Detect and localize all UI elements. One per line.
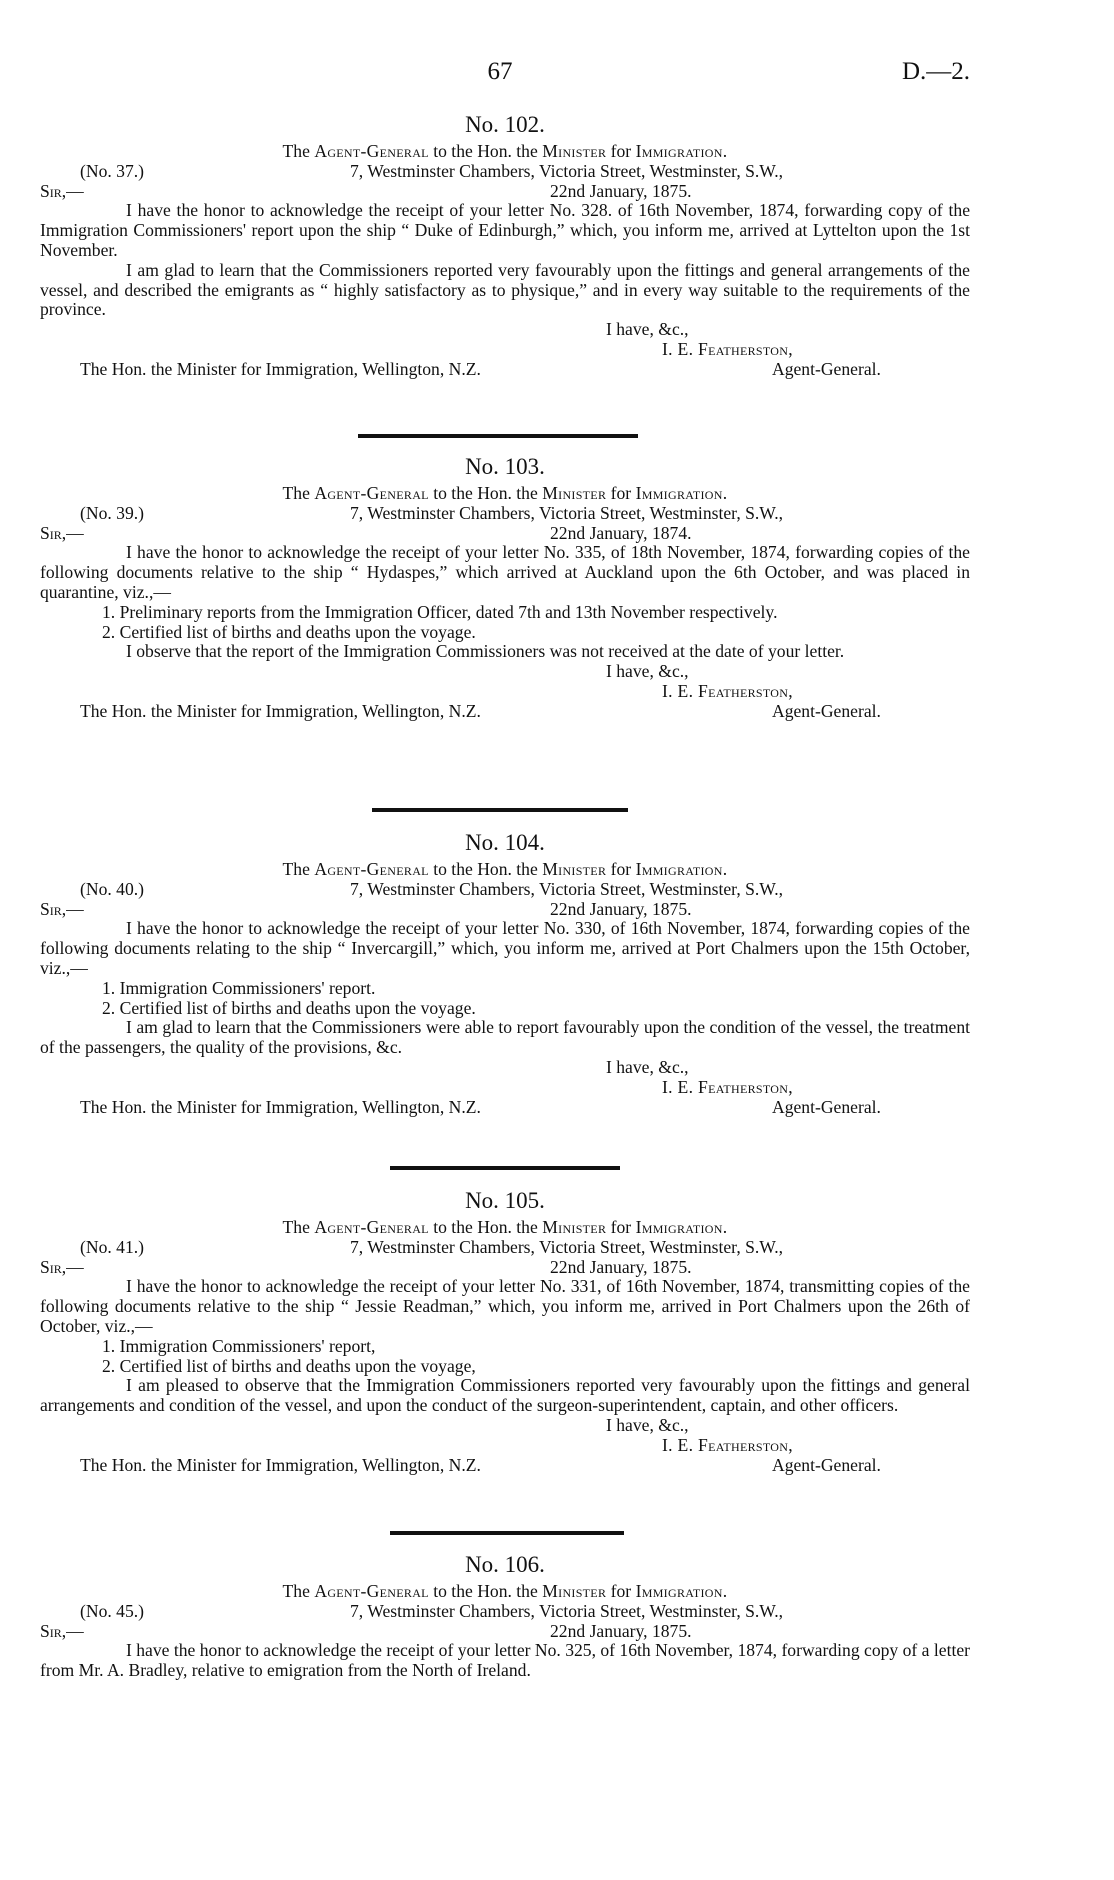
closing-row <box>40 320 970 340</box>
recipient-row <box>40 1098 970 1119</box>
salutation-date-row <box>40 900 970 920</box>
reference-number: (No. 41.) <box>80 1236 145 1257</box>
salutation: Sir,— <box>40 898 84 919</box>
signer: I. E. Featherston, <box>662 338 793 359</box>
signer: I. E. Featherston, <box>662 680 793 701</box>
closing-row <box>40 1058 970 1078</box>
letter-105 <box>40 1188 970 1477</box>
recipient-row <box>40 702 970 723</box>
to-title: Minister <box>542 483 607 503</box>
signer-role: Agent-General. <box>772 358 881 379</box>
letter-date: 22nd January, 1875. <box>550 1620 692 1641</box>
for-text: for <box>610 859 632 879</box>
section-divider <box>390 1166 620 1170</box>
letter-number: No. 104. <box>465 830 545 855</box>
letter-paragraph: I have the honor to acknowledge the receipt of your letter No. 330, of 16th November, 1874, forwarding copies of the following documents relating to the ship “ Invercargill,” which, you inform me, arrived at Port Chalmers upon the 15th October, viz.,— <box>40 918 970 978</box>
closing: I have, &c., <box>606 661 689 682</box>
signer-row <box>40 1436 970 1456</box>
signer: I. E. Featherston, <box>662 1434 793 1455</box>
to-text: to the Hon. the <box>433 859 538 879</box>
recipient-row <box>40 360 970 381</box>
for-text: for <box>610 1217 632 1237</box>
closing-row <box>40 1416 970 1436</box>
closing: I have, &c., <box>606 319 689 340</box>
salutation: Sir,— <box>40 1620 84 1641</box>
letter-paragraph: I am pleased to observe that the Immigration Commissioners reported very favourably upon the fittings and general arrangements and condition of the vessel, and upon the conduct of the surgeon-superintendent, captain, and other officers. <box>40 1375 970 1416</box>
from-title: Agent-General <box>314 859 429 879</box>
list-item: 2. Certified list of births and deaths upon the voyage. <box>102 997 476 1018</box>
from-prefix: The <box>282 483 310 503</box>
letter-number: No. 105. <box>465 1188 545 1213</box>
from-title: Agent-General <box>314 141 429 161</box>
closing-row <box>40 662 970 682</box>
letter-paragraph: I am glad to learn that the Commissioners were able to report favourably upon the condition of the vessel, the treatment of the passengers, the quality of the provisions, &c. <box>40 1017 970 1058</box>
letter-from-to <box>40 484 970 504</box>
salutation: Sir,— <box>40 180 84 201</box>
page-number: 67 <box>487 58 513 85</box>
to-title: Minister <box>542 1581 607 1601</box>
list-item: 2. Certified list of births and deaths upon the voyage. <box>102 621 476 642</box>
letter-104 <box>40 830 970 1119</box>
letter-paragraph: I have the honor to acknowledge the receipt of your letter No. 331, of 16th November, 1874, transmitting copies of the following documents relative to the ship “ Jessie Readman,” which, you inform me, arrived in Port Chalmers upon the 26th of October, viz.,— <box>40 1276 970 1336</box>
list-item: 1. Immigration Commissioners' report. <box>102 977 376 998</box>
to-text: to the Hon. the <box>433 1581 538 1601</box>
closing: I have, &c., <box>606 1414 689 1435</box>
salutation-date-row <box>40 1622 970 1642</box>
letter-102 <box>40 112 970 381</box>
letter-date: 22nd January, 1875. <box>550 898 692 919</box>
letter-paragraph: I observe that the report of the Immigration Commissioners was not received at the date of your letter. <box>126 641 845 662</box>
for-text: for <box>610 483 632 503</box>
for-title: Immigration. <box>635 1581 728 1601</box>
letter-106 <box>40 1552 970 1681</box>
letter-number: No. 102. <box>465 112 545 137</box>
letter-number: No. 106. <box>465 1552 545 1577</box>
letter-paragraph: I am glad to learn that the Commissioners reported very favourably upon the fittings and general arrangements of the vessel, and described the emigrants as “ highly satisfactory as to physique,” and in every way suitable to the requirements of the province. <box>40 259 970 320</box>
sender-address: 7, Westminster Chambers, Victoria Street, Westminster, S.W., <box>350 1236 784 1257</box>
list-item: 2. Certified list of births and deaths upon the voyage, <box>102 1355 476 1376</box>
signer-row <box>40 1078 970 1098</box>
to-title: Minister <box>542 141 607 161</box>
reference-number: (No. 45.) <box>80 1600 145 1621</box>
from-prefix: The <box>282 1217 310 1237</box>
salutation-date-row <box>40 524 970 544</box>
for-text: for <box>610 1581 632 1601</box>
reference-number: (No. 40.) <box>80 878 145 899</box>
sender-address: 7, Westminster Chambers, Victoria Street, Westminster, S.W., <box>350 160 784 181</box>
for-title: Immigration. <box>635 141 728 161</box>
list-item: 1. Preliminary reports from the Immigration Officer, dated 7th and 13th November respectively. <box>102 601 778 622</box>
from-title: Agent-General <box>314 1217 429 1237</box>
salutation: Sir,— <box>40 522 84 543</box>
signer-role: Agent-General. <box>772 700 881 721</box>
letter-date: 22nd January, 1874. <box>550 522 692 543</box>
for-title: Immigration. <box>635 859 728 879</box>
to-text: to the Hon. the <box>433 1217 538 1237</box>
for-text: for <box>610 141 632 161</box>
ref-address-row <box>40 504 970 524</box>
letter-paragraph: I have the honor to acknowledge the receipt of your letter No. 328. of 16th November, 1874, forwarding copy of the Immigration Commissioners' report upon the ship “ Duke of Edinburgh,” which, you inform me, arrived at Lyttelton upon the 1st November. <box>40 200 970 260</box>
for-title: Immigration. <box>635 483 728 503</box>
recipient: The Hon. the Minister for Immigration, Wellington, N.Z. <box>80 358 481 379</box>
section-divider <box>390 1531 624 1535</box>
letter-103 <box>40 454 970 723</box>
salutation: Sir,— <box>40 1256 84 1277</box>
list-item: 1. Immigration Commissioners' report, <box>102 1335 376 1356</box>
letter-from-to <box>40 1582 970 1602</box>
sender-address: 7, Westminster Chambers, Victoria Street, Westminster, S.W., <box>350 502 784 523</box>
letter-from-to <box>40 1218 970 1238</box>
closing: I have, &c., <box>606 1056 689 1077</box>
to-text: to the Hon. the <box>433 483 538 503</box>
ref-address-row <box>40 880 970 900</box>
from-prefix: The <box>282 1581 310 1601</box>
letter-number: No. 103. <box>465 454 545 479</box>
signer-role: Agent-General. <box>772 1454 881 1475</box>
letter-date: 22nd January, 1875. <box>550 1256 692 1277</box>
letter-paragraph: I have the honor to acknowledge the receipt of your letter No. 335, of 18th November, 1874, forwarding copies of the following documents relative to the ship “ Hydaspes,” which arrived at Auckland upon the 6th October, and was placed in quarantine, viz.,— <box>40 542 970 602</box>
reference-number: (No. 39.) <box>80 502 145 523</box>
salutation-date-row <box>40 182 970 202</box>
sender-address: 7, Westminster Chambers, Victoria Street, Westminster, S.W., <box>350 1600 784 1621</box>
from-prefix: The <box>282 141 310 161</box>
to-title: Minister <box>542 1217 607 1237</box>
reference-number: (No. 37.) <box>80 160 145 181</box>
recipient-row <box>40 1456 970 1477</box>
recipient: The Hon. the Minister for Immigration, Wellington, N.Z. <box>80 1096 481 1117</box>
letter-from-to <box>40 860 970 880</box>
signer-row <box>40 682 970 702</box>
ref-address-row <box>40 1602 970 1622</box>
from-title: Agent-General <box>314 483 429 503</box>
recipient: The Hon. the Minister for Immigration, Wellington, N.Z. <box>80 1454 481 1475</box>
letter-date: 22nd January, 1875. <box>550 180 692 201</box>
for-title: Immigration. <box>635 1217 728 1237</box>
letter-from-to <box>40 142 970 162</box>
from-prefix: The <box>282 859 310 879</box>
signer: I. E. Featherston, <box>662 1076 793 1097</box>
recipient: The Hon. the Minister for Immigration, Wellington, N.Z. <box>80 700 481 721</box>
sender-address: 7, Westminster Chambers, Victoria Street, Westminster, S.W., <box>350 878 784 899</box>
to-text: to the Hon. the <box>433 141 538 161</box>
section-divider <box>372 808 628 812</box>
letter-paragraph: I have the honor to acknowledge the receipt of your letter No. 325, of 16th November, 1874, forwarding copy of a letter from Mr. A. Bradley, relative to emigration from the North of Ireland. <box>40 1640 971 1681</box>
ref-address-row <box>40 162 970 182</box>
section-divider <box>358 434 638 438</box>
document-reference: D.—2. <box>901 58 970 85</box>
salutation-date-row <box>40 1258 970 1278</box>
ref-address-row <box>40 1238 970 1258</box>
to-title: Minister <box>542 859 607 879</box>
from-title: Agent-General <box>314 1581 429 1601</box>
signer-row <box>40 340 970 360</box>
signer-role: Agent-General. <box>772 1096 881 1117</box>
